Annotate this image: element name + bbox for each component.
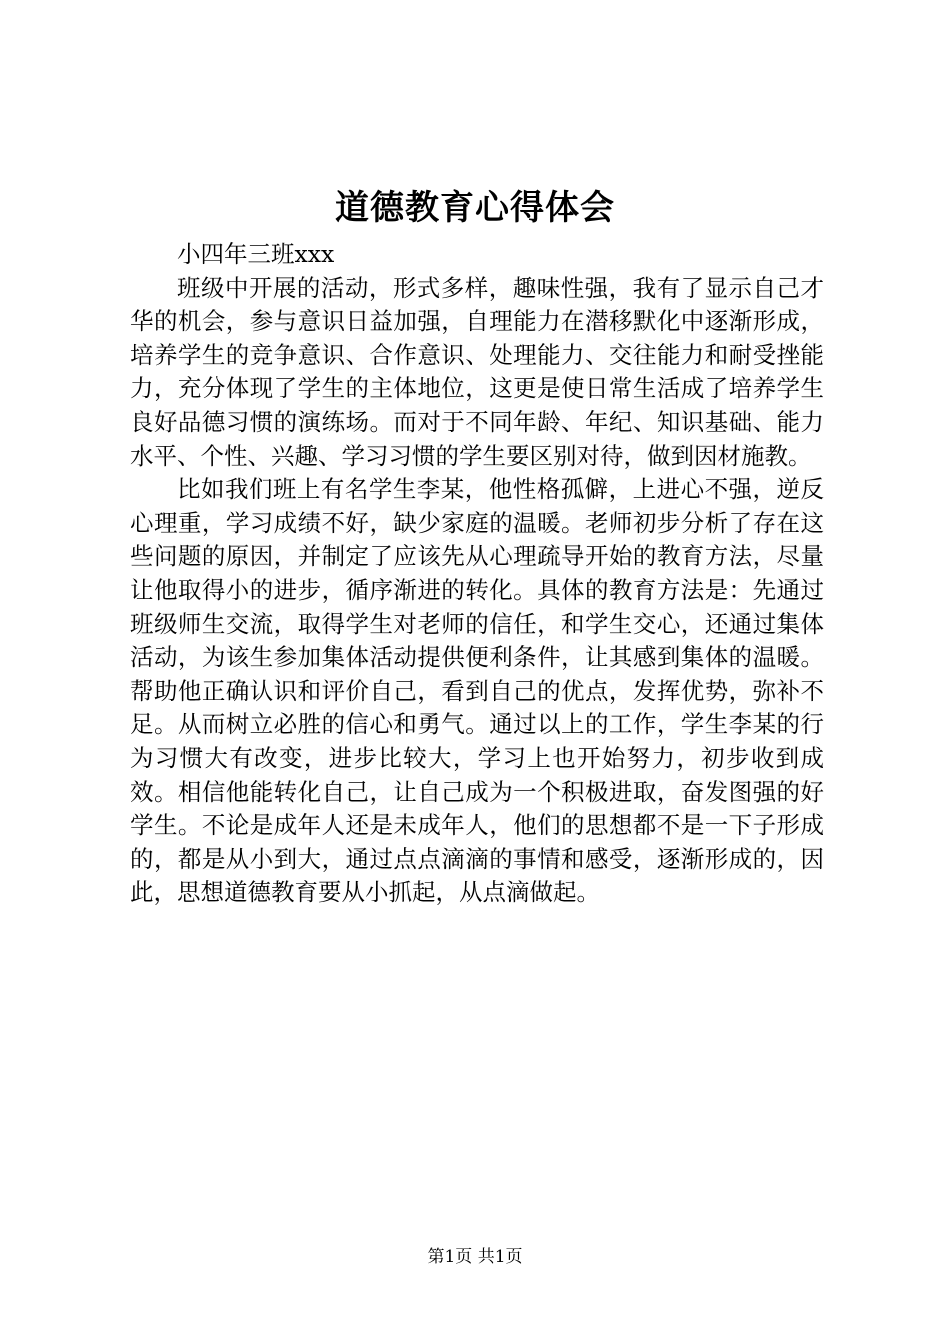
page-footer: 第1页 共1页 [427,1247,523,1267]
page-title: 道德教育心得体会 [335,188,615,228]
document-body [130,238,824,910]
author-byline: 小四年三班xxx [177,240,335,268]
paragraph-2: 比如我们班上有名学生李某，他性格孤僻，上进心不强，逆反心理重，学习成绩不好，缺少家庭的温暖。老师初步分析了存在这些问题的原因，并制定了应该先从心理疏导开始的教育方法，尽量让他取得小的进步，循序渐进的转化。具体的教育方法是：先通过班级师生交流，取得学生对老师的信任，和学生交心，还通过集体活动，为该生参加集体活动提供便利条件，让其感到集体的温暖。帮助他正确认识和评价自己，看到自己的优点，发挥优势，弥补不足。从而树立必胜的信心和勇气。通过以上的工作，学生李某的行为习惯大有改变，进步比较大，学习上也开始努力，初步收到成效。相信他能转化自己，让自己成为一个积极进取，奋发图强的好学生。不论是成年人还是未成年人，他们的思想都不是一下子形成的，都是从小到大，通过点点滴滴的事情和感受，逐渐形成的，因此，思想道德教育要从小抓起，从点滴做起。 [130,475,824,907]
paragraph-1: 班级中开展的活动，形式多样，趣味性强，我有了显示自己才华的机会，参与意识日益加强，自理能力在潜移默化中逐渐形成，培养学生的竞争意识、合作意识、处理能力、交往能力和耐受挫能力，充分体现了学生的主体地位，这更是使日常生活成了培养学生良好品德习惯的演练场。而对于不同年龄、年纪、知识基础、能力水平、个性、兴趣、学习习惯的学生要区别对待，做到因材施教。 [130,273,824,470]
